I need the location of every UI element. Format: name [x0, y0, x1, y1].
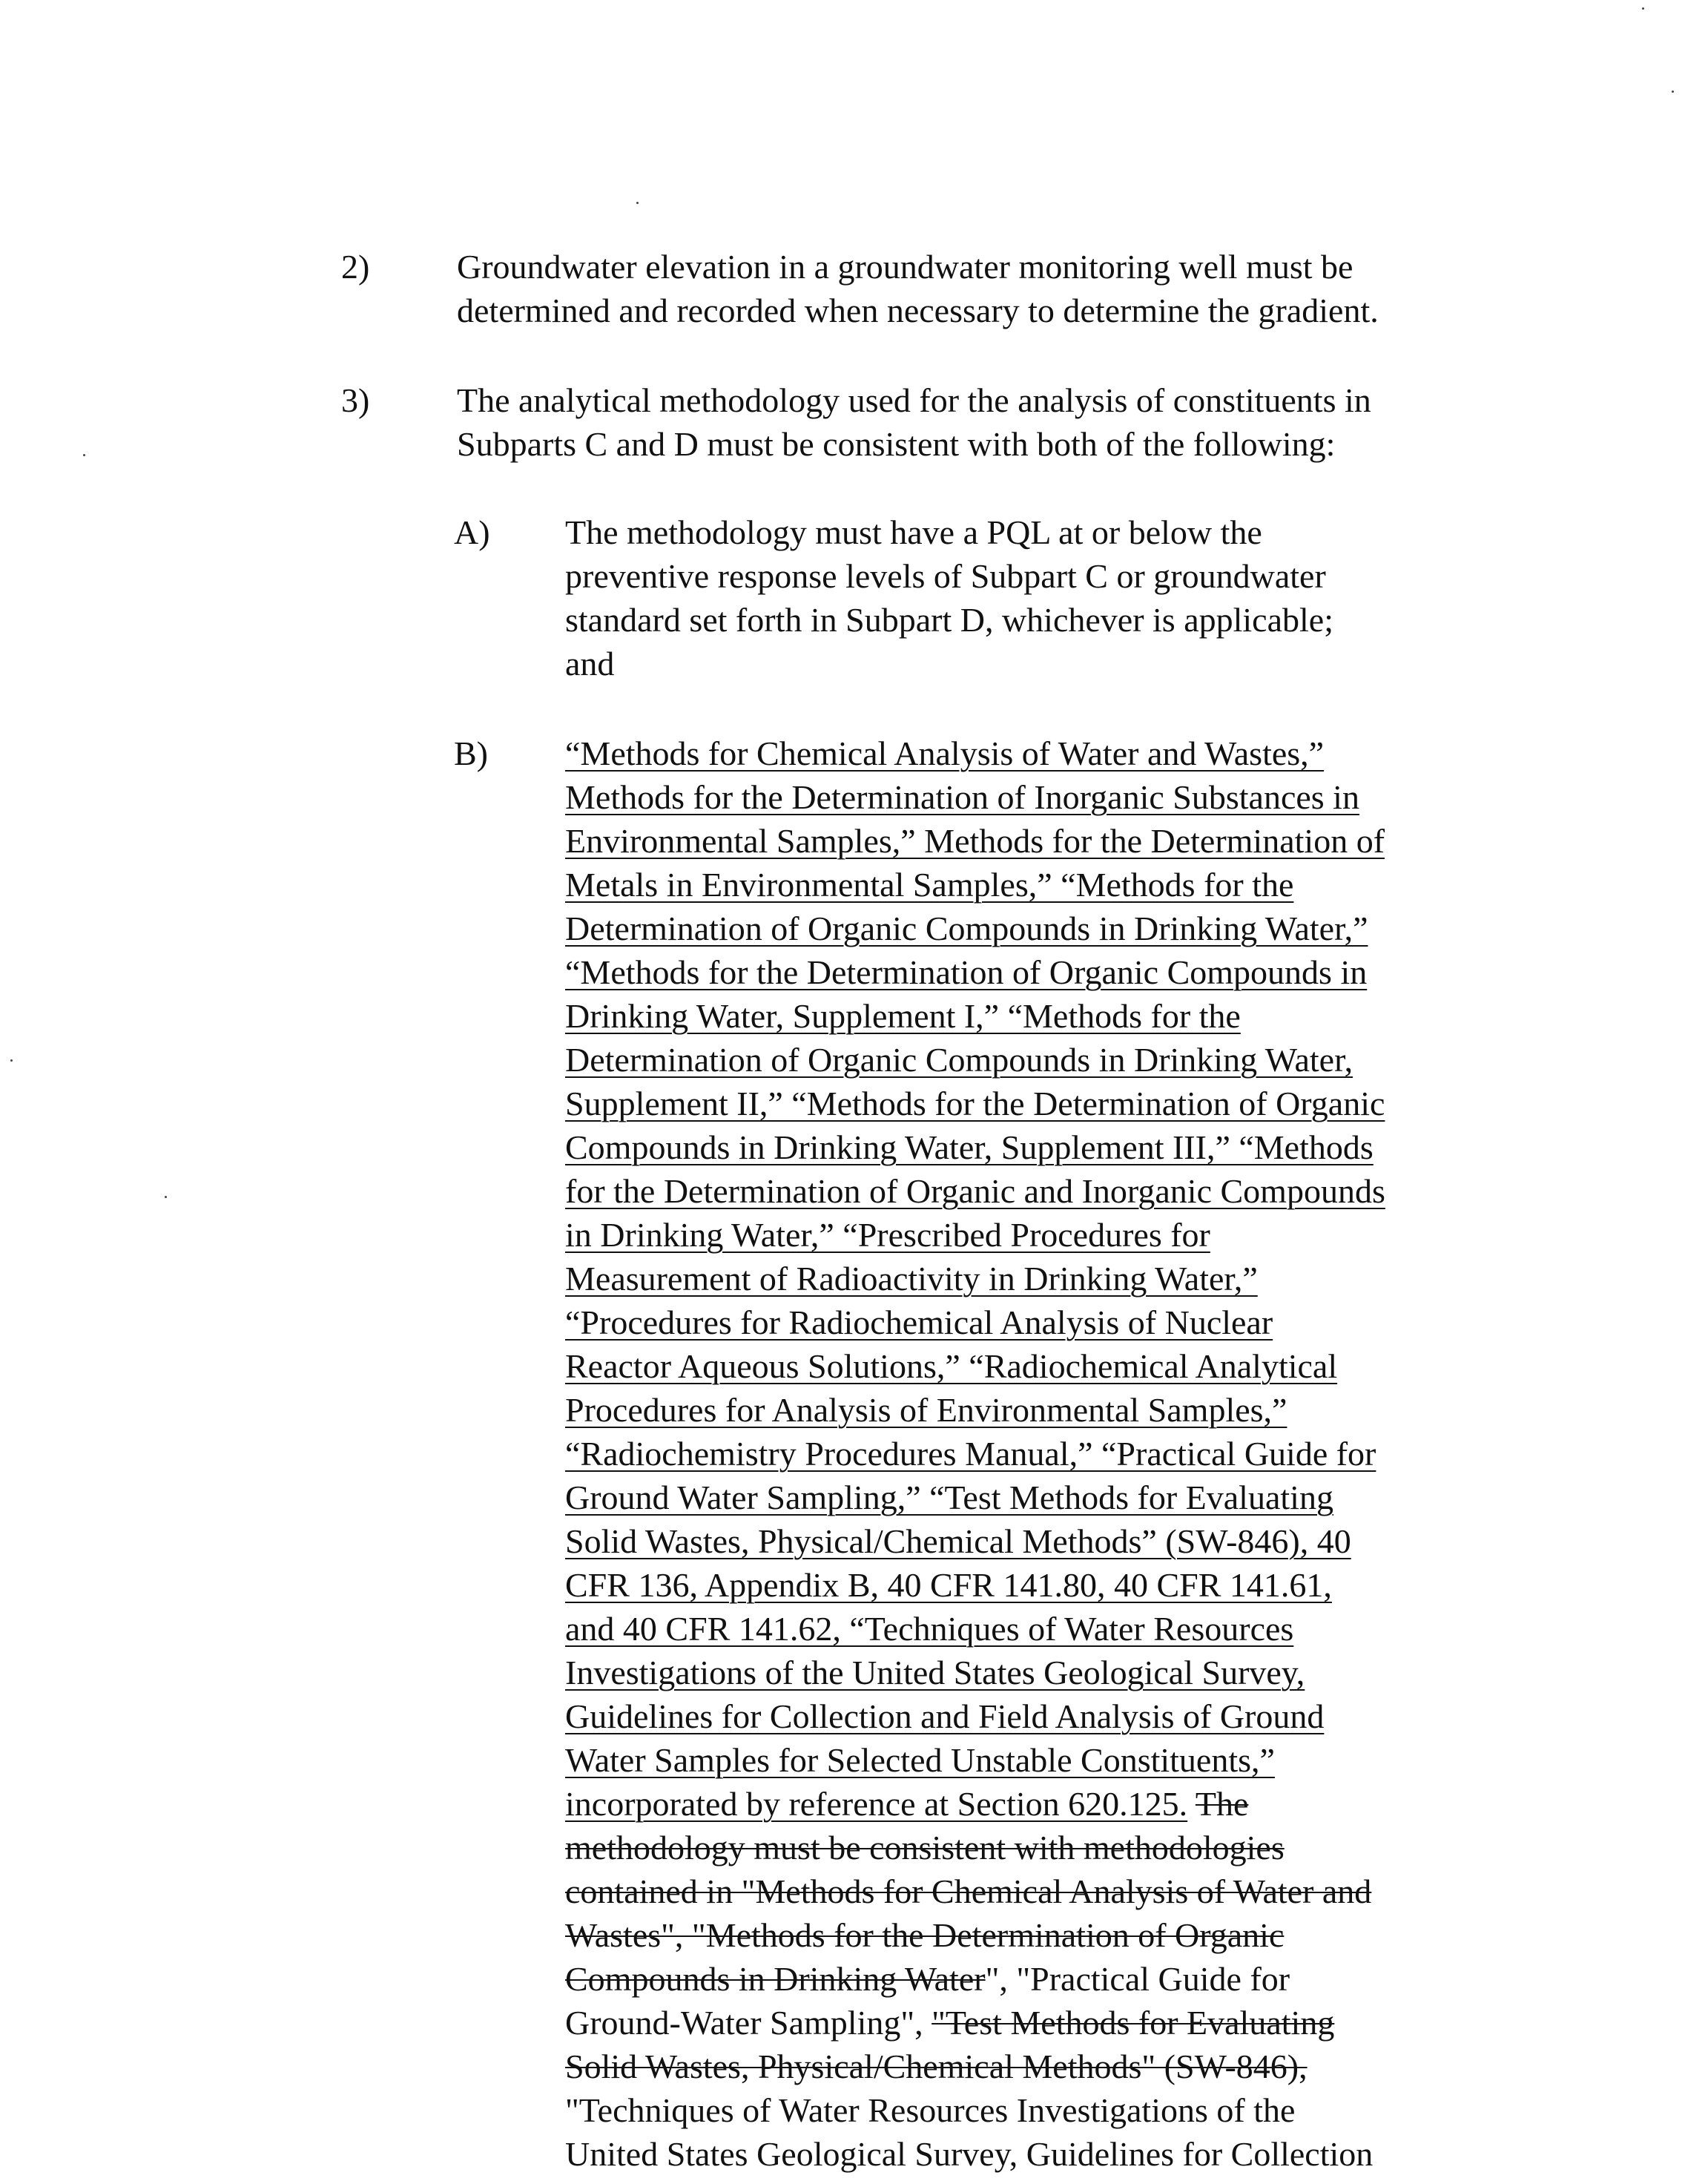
item-b-mixed-line: [565, 1869, 1385, 1913]
item-a-line: standard set forth in Subpart D, whichever is applicable;: [565, 601, 1333, 639]
plain-text: ", "Practical Guide for: [985, 1960, 1290, 1998]
scan-speck: [165, 1196, 167, 1198]
item-b-underlined-line: Metals in Environmental Samples,” “Methods for the: [565, 866, 1294, 904]
item-2-line: Groundwater elevation in a groundwater monitoring well must be: [457, 248, 1353, 286]
item-b-mixed-line: [565, 1826, 1385, 1869]
item-b-underlined-line: Procedures for Analysis of Environmental Samples,”: [565, 1391, 1287, 1429]
item-b-underlined-line: CFR 136, Appendix B, 40 CFR 141.80, 40 CFR 141.61,: [565, 1566, 1332, 1604]
scan-speck: [636, 202, 639, 204]
item-a-line: preventive response levels of Subpart C or groundwater: [565, 557, 1326, 595]
item-b-underlined-line: Drinking Water, Supplement I,” “Methods for the: [565, 997, 1241, 1035]
plain-text: "Techniques of Water Resources Investigations of the: [565, 2091, 1296, 2129]
deleted-text: The: [1195, 1785, 1249, 1823]
item-b-underlined-line: Water Samples for Selected Unstable Constituents,”: [565, 1741, 1275, 1779]
item-a-text: [565, 510, 1333, 685]
item-b-underlined-line: Investigations of the United States Geological Survey,: [565, 1654, 1305, 1691]
scan-speck: [1642, 7, 1644, 10]
item-b-underlined-line: for the Determination of Organic and Inorganic Compounds: [565, 1172, 1385, 1210]
item-3-number: 3): [341, 381, 370, 419]
item-a-line: and: [565, 645, 615, 682]
item-b-underlined-line: Reactor Aqueous Solutions,” “Radiochemical Analytical: [565, 1347, 1338, 1385]
inserted-text: incorporated by reference at Section 620.125.: [565, 1785, 1188, 1823]
item-b-number: B): [454, 734, 488, 772]
item-b-underlined-line: and 40 CFR 141.62, “Techniques of Water Resources: [565, 1610, 1294, 1648]
plain-text: United States Geological Survey, Guidelines for Collection: [565, 2135, 1374, 2173]
item-b-underlined-line: Environmental Samples,” Methods for the Determination of: [565, 822, 1385, 860]
item-b-underlined-line: “Methods for Chemical Analysis of Water and Wastes,”: [565, 734, 1325, 772]
item-b-underlined-line: “Procedures for Radiochemical Analysis of Nuclear: [565, 1303, 1273, 1341]
plain-text: [1187, 1785, 1196, 1823]
item-3-text: [457, 378, 1371, 466]
item-3-line: The analytical methodology used for the analysis of constituents in: [457, 381, 1371, 419]
item-b-mixed-line: [565, 2045, 1385, 2088]
item-b-mixed-line: [565, 1782, 1385, 1826]
item-b-underlined-line: Methods for the Determination of Inorganic Substances in: [565, 778, 1359, 816]
item-b-mixed-line: [565, 1957, 1385, 2001]
item-3-line: Subparts C and D must be consistent with both of the following:: [457, 425, 1336, 463]
item-b-underlined-line: Measurement of Radioactivity in Drinking Water,”: [565, 1260, 1258, 1297]
deleted-text: Compounds in Drinking Water: [565, 1960, 986, 1998]
scan-speck: [83, 454, 85, 456]
item-b-text: [565, 731, 1385, 2176]
item-b-underlined-line: Ground Water Sampling,” “Test Methods for Evaluating: [565, 1479, 1333, 1516]
item-2-number: 2): [341, 248, 370, 286]
deleted-text: "Test Methods for Evaluating: [931, 2004, 1335, 2042]
deleted-text: Solid Wastes, Physical/Chemical Methods" (SW-846),: [565, 2048, 1308, 2085]
item-b-underlined-line: Guidelines for Collection and Field Analysis of Ground: [565, 1697, 1325, 1735]
scan-speck: [10, 1059, 13, 1062]
item-2-line: determined and recorded when necessary to determine the gradient.: [457, 292, 1379, 329]
scan-speck: [1672, 91, 1674, 93]
item-b-underlined-line: “Radiochemistry Procedures Manual,” “Practical Guide for: [565, 1435, 1376, 1473]
item-b-underlined-line: Compounds in Drinking Water, Supplement III,” “Methods: [565, 1128, 1374, 1166]
item-b-mixed-line: [565, 2088, 1385, 2132]
item-b-underlined-line: in Drinking Water,” “Prescribed Procedures for: [565, 1216, 1210, 1254]
item-b-mixed-line: [565, 1913, 1385, 1957]
item-b-underlined-line: Determination of Organic Compounds in Drinking Water,”: [565, 910, 1368, 947]
plain-text: Ground-Water Sampling",: [565, 2004, 932, 2042]
item-b-underlined-line: “Methods for the Determination of Organic Compounds in: [565, 953, 1368, 991]
item-b-underlined-line: Solid Wastes, Physical/Chemical Methods” (SW-846), 40: [565, 1522, 1351, 1560]
item-a-line: The methodology must have a PQL at or below the: [565, 513, 1262, 551]
item-b-underlined-line: Supplement II,” “Methods for the Determination of Organic: [565, 1085, 1385, 1122]
item-a-number: A): [454, 513, 490, 551]
deleted-text: Wastes", "Methods for the Determination of Organic: [565, 1916, 1285, 1954]
item-2-text: [457, 245, 1379, 332]
item-b-mixed-line: [565, 2001, 1385, 2045]
deleted-text: contained in "Methods for Chemical Analysis of Water and: [565, 1872, 1372, 1910]
item-b-mixed-line: [565, 2132, 1385, 2176]
item-b-underlined-line: Determination of Organic Compounds in Drinking Water,: [565, 1041, 1353, 1079]
deleted-text: methodology must be consistent with methodologies: [565, 1829, 1285, 1866]
